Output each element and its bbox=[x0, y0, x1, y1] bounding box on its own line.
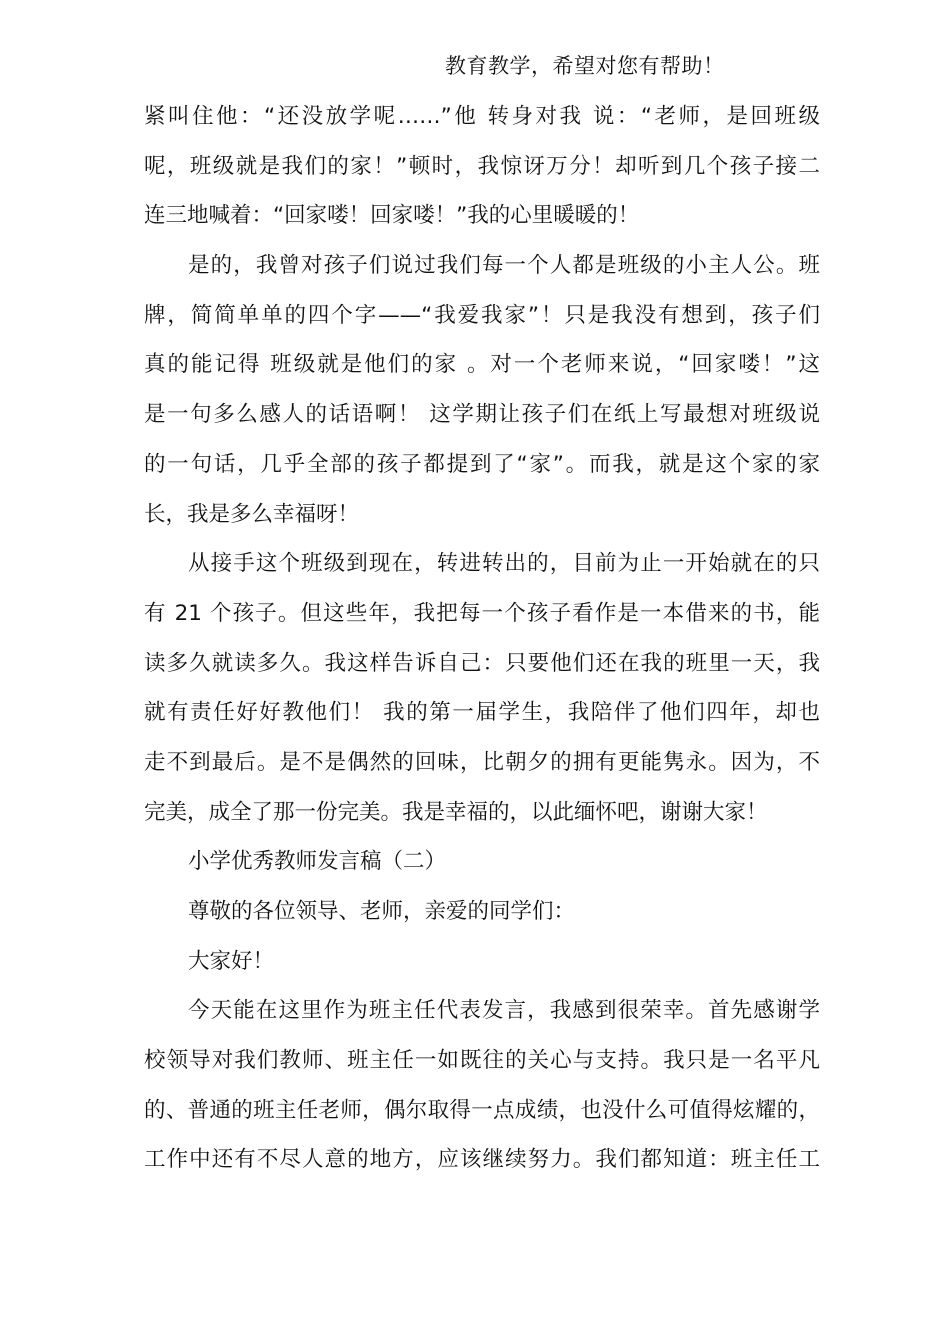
text-line: 是的，我曾对孩子们说过我们每一个人都是班级的小主人公。班 bbox=[188, 253, 820, 279]
text-line: 尊敬的各位领导、老师，亲爱的同学们： bbox=[188, 899, 576, 924]
text-line: 读多久就读多久。我这样告诉自己：只要他们还在我的班里一天，我 bbox=[144, 650, 820, 676]
text-line: 的、普通的班主任老师，偶尔取得一点成绩，也没什么可值得炫耀的， bbox=[144, 1097, 820, 1123]
text-line: 牌，简简单单的四个字——“我爱我家”！只是我没有想到，孩子们 bbox=[144, 302, 820, 328]
text-line: 校领导对我们教师、班主任一如既往的关心与支持。我只是一名平凡 bbox=[144, 1048, 820, 1074]
text-line: 是一句多么感人的话语啊！ 这学期让孩子们在纸上写最想对班级说 bbox=[144, 402, 820, 428]
text-line: 工作中还有不尽人意的地方，应该继续努力。我们都知道：班主任工 bbox=[144, 1147, 820, 1173]
text-line: 真的能记得 班级就是他们的家 。对一个老师来说，“回家喽！”这 bbox=[144, 352, 820, 378]
header-note: 教育教学，希望对您有帮助！ bbox=[445, 54, 725, 78]
text-line: 就有责任好好教他们！ 我的第一届学生，我陪伴了他们四年，却也 bbox=[144, 700, 820, 726]
document-body bbox=[144, 92, 820, 1185]
text-line: 从接手这个班级到现在，转进转出的，目前为止一开始就在的只 bbox=[188, 551, 820, 577]
text-line: 有 21 个孩子。但这些年，我把每一个孩子看作是一本借来的书，能 bbox=[144, 600, 820, 626]
text-line: 长，我是多么幸福呀！ bbox=[144, 501, 360, 527]
text-line: 连三地喊着：“回家喽！回家喽！”我的心里暖暖的！ bbox=[144, 203, 640, 229]
text-line: 小学优秀教师发言稿（二） bbox=[188, 849, 447, 875]
text-line: 呢，班级就是我们的家！”顿时，我惊讶万分！却听到几个孩子接二 bbox=[144, 153, 820, 179]
text-line: 今天能在这里作为班主任代表发言，我感到很荣幸。首先感谢学 bbox=[188, 998, 820, 1024]
text-line: 的一句话，几乎全部的孩子都提到了“家”。而我，就是这个家的家 bbox=[144, 451, 820, 477]
text-line: 大家好！ bbox=[188, 948, 275, 974]
text-line: 紧叫住他：“还没放学呢……”他 转身对我 说：“老师，是回班级 bbox=[144, 104, 820, 129]
text-line: 走不到最后。是不是偶然的回味，比朝夕的拥有更能隽永。因为，不 bbox=[144, 749, 820, 775]
text-line: 完美，成全了那一份完美。我是幸福的，以此缅怀吧，谢谢大家！ bbox=[144, 799, 768, 825]
